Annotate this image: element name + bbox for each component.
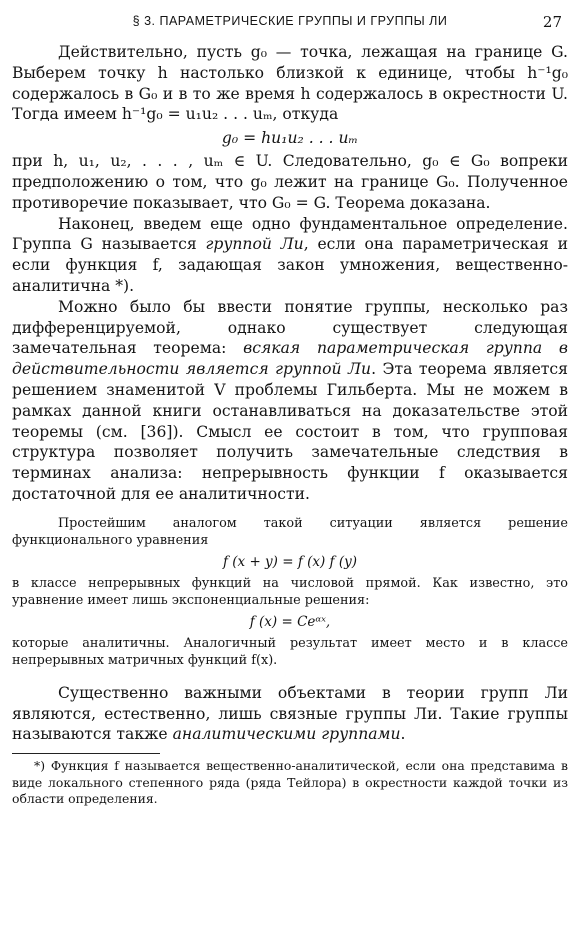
term-lie-group: группой Ли xyxy=(205,235,304,254)
footnote-block xyxy=(12,758,568,808)
equation-exponential: f (x) = Ceᵅˣ, xyxy=(249,613,331,630)
theorem-statement: всякая параметрическая группа в действительности является группой Ли xyxy=(12,339,568,379)
definition-text-start: Наконец, введем еще одно фундаментальное определение. Группа G называется xyxy=(12,214,568,254)
small-paragraph-matrix: которые аналитичны. Аналогичный результат имеет место и в классе непрерывных матричных функций f(x). xyxy=(12,635,568,668)
footnote-text: *) Функция f называется вещественно-аналитической, если она представима в виде локального степенного ряда (ряда Тейлора) в окрестности каждой точки из области определения. xyxy=(12,758,568,807)
main-text-block-1 xyxy=(12,42,568,505)
paragraph-connected-groups xyxy=(12,683,568,745)
connected-text-start: Существенно важными объектами в теории групп Ли являются, естественно, лишь связные группы Ли. Такие группы называются также xyxy=(12,683,568,744)
running-title: § 3. ПАРАМЕТРИЧЕСКИЕ ГРУППЫ И ГРУППЫ ЛИ xyxy=(132,14,448,28)
small-paragraph-continuous: в классе непрерывных функций на числовой прямой. Как известно, это уравнение имеет лишь экспоненциальные решения: xyxy=(12,575,568,608)
connected-text-end: . xyxy=(400,725,406,744)
equation-functional: f (x + y) = f (x) f (y) xyxy=(222,553,358,570)
theorem-intro: Можно было бы ввести понятие группы, несколько раз дифференцируемой, однако существует следующая замечательная теорема: xyxy=(12,297,568,358)
footnote-divider xyxy=(12,753,160,754)
page-number: 27 xyxy=(542,13,562,31)
main-text-block-2 xyxy=(12,683,568,745)
paragraph-hilbert-theorem xyxy=(12,297,568,505)
equation-g0: g₀ = hu₁u₂ . . . uₘ xyxy=(221,129,359,148)
small-paragraph-analog: Простейшим аналогом такой ситуации является решение функционального уравнения xyxy=(12,515,568,548)
definition-text-end: , если она параметрическая и если функция f, задающая закон умножения, вещественно-аналитична *). xyxy=(12,235,568,295)
page-body xyxy=(12,42,568,808)
theorem-discussion: . Эта теорема является решением знаменитой V проблемы Гильберта. Мы не можем в рамках данной книги останавливаться на доказательстве этой теоремы (см. [36]). Смысл ее состоит в том, что групповая структура позволяет получить замечательные следствия в терминах анализа: непрерывность функции f оказывается достаточной для ее аналитичности. xyxy=(12,360,568,503)
paragraph-proof-end: Действительно, пусть g₀ — точка, лежащая на границе G. Выберем точку h настолько близкой к единице, чтобы h⁻¹g₀ содержалось в G₀ и в то же время h содержалось в окрестности U. Тогда имеем h⁻¹g₀ = u₁u₂ . . . uₘ, откуда xyxy=(12,43,568,124)
small-print-block xyxy=(12,515,568,669)
paragraph-lie-group-definition xyxy=(12,214,568,297)
paragraph-conclusion: при h, u₁, u₂, . . . , uₘ ∈ U. Следовательно, g₀ ∈ G₀ вопреки предположению о том, что g₀ лежит на границе G₀. Полученное противоречие показывает, что G₀ = G. Теорема доказана. xyxy=(12,152,568,212)
term-analytic-groups: аналитическими группами xyxy=(172,725,401,744)
page-header xyxy=(0,14,580,34)
